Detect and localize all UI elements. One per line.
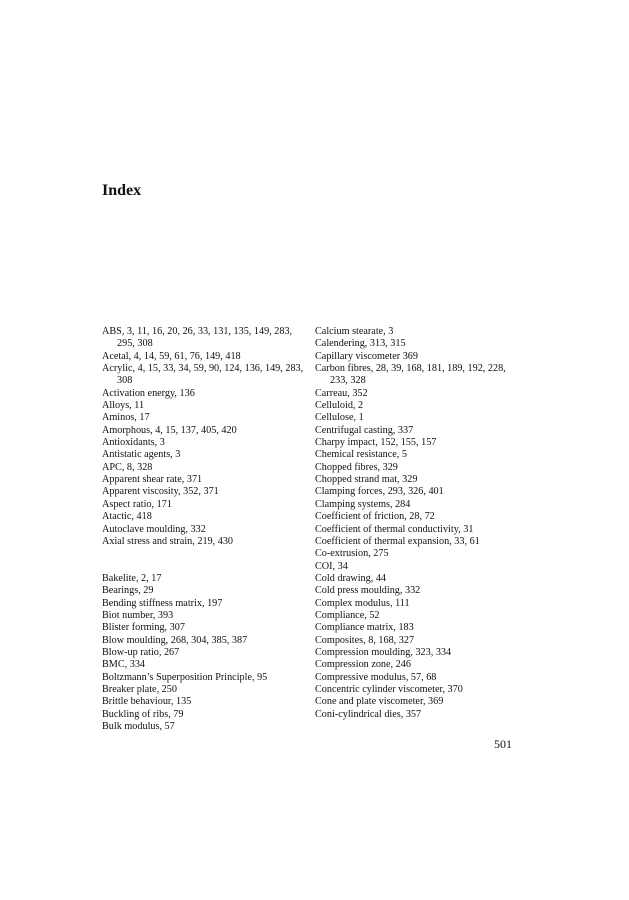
index-entry: Coefficient of thermal expansion, 33, 61 — [315, 535, 480, 547]
index-entry: Carreau, 352 — [315, 387, 368, 399]
page-title: Index — [102, 182, 142, 199]
index-entry: Brittle behaviour, 135 — [102, 696, 192, 708]
index-entry: Coefficient of thermal conductivity, 31 — [315, 523, 474, 535]
page-number: 501 — [494, 737, 512, 751]
index-group-a — [102, 326, 307, 548]
index-entry: Bearings, 29 — [102, 585, 154, 597]
index-entry: Blister forming, 307 — [102, 622, 185, 634]
index-entry: Complex modulus, 111 — [315, 597, 410, 609]
index-column-left — [102, 326, 307, 733]
index-entry: Antistatic agents, 3 — [102, 449, 181, 461]
index-entry: ABS, 3, 11, 16, 20, 26, 33, 131, 135, 149, 283, 295, 308 — [102, 326, 293, 350]
index-entry: Compliance matrix, 183 — [315, 622, 414, 634]
index-entry: Activation energy, 136 — [102, 387, 195, 399]
index-entry: Chopped fibres, 329 — [315, 461, 398, 473]
index-entry: APC, 8, 328 — [102, 461, 153, 473]
index-entry: Buckling of ribs, 79 — [102, 708, 184, 720]
index-entry: Antioxidants, 3 — [102, 437, 165, 449]
index-entry: Cone and plate viscometer, 369 — [315, 696, 444, 708]
index-entry: Carbon fibres, 28, 39, 168, 181, 189, 192, 228, 233, 328 — [315, 363, 506, 387]
index-entry: Compression moulding, 323, 334 — [315, 646, 452, 658]
index-entry: Calendering, 313, 315 — [315, 338, 406, 350]
index-entry: Autoclave moulding, 332 — [102, 523, 206, 535]
index-entry: Boltzmann’s Superposition Principle, 95 — [102, 671, 268, 683]
index-entry: Blow moulding, 268, 304, 385, 387 — [102, 634, 248, 646]
index-entry: Apparent viscosity, 352, 371 — [102, 486, 219, 498]
index-entry: Cold press moulding, 332 — [315, 585, 421, 597]
index-entry: Clamping forces, 293, 326, 401 — [315, 486, 444, 498]
index-entry: Aminos, 17 — [102, 412, 150, 424]
index-entry: Coni-cylindrical dies, 357 — [315, 708, 422, 720]
index-entry: Compressive modulus, 57, 68 — [315, 671, 437, 683]
group-spacer — [102, 548, 307, 573]
index-entry: Bending stiffness matrix, 197 — [102, 597, 223, 609]
index-entry: Aspect ratio, 171 — [102, 498, 172, 510]
index-entry: Coefficient of friction, 28, 72 — [315, 511, 435, 523]
index-entry: Acrylic, 4, 15, 33, 34, 59, 90, 124, 136, 149, 283, 308 — [102, 363, 304, 387]
index-entry: Capillary viscometer 369 — [315, 350, 418, 362]
index-entry: Celluloid, 2 — [315, 400, 364, 412]
index-entry: Breaker plate, 250 — [102, 683, 177, 695]
index-entry: BMC, 334 — [102, 659, 146, 671]
index-entry: COI, 34 — [315, 560, 348, 572]
index-entry: Chopped strand mat, 329 — [315, 474, 418, 486]
index-entry: Centrifugal casting, 337 — [315, 424, 414, 436]
index-entry: Amorphous, 4, 15, 137, 405, 420 — [102, 424, 237, 436]
index-entry: Chemical resistance, 5 — [315, 449, 407, 461]
index-entry: Compression zone, 246 — [315, 659, 411, 671]
index-entry: Atactic, 418 — [102, 511, 152, 523]
index-entry: Axial stress and strain, 219, 430 — [102, 535, 234, 547]
index-entry: Co-extrusion, 275 — [315, 548, 389, 560]
index-entry: Compliance, 52 — [315, 609, 380, 621]
index-group-b — [102, 573, 307, 733]
index-entry: Biot number, 393 — [102, 609, 174, 621]
index-entry: Cellulose, 1 — [315, 412, 364, 424]
index-entry: Bulk modulus, 57 — [102, 721, 175, 732]
index-entry: Cold drawing, 44 — [315, 572, 387, 584]
index-entry: Acetal, 4, 14, 59, 61, 76, 149, 418 — [102, 350, 241, 362]
index-column-right — [315, 326, 525, 721]
index-entry: Alloys, 11 — [102, 400, 145, 412]
index-entry: Calcium stearate, 3 — [315, 326, 394, 337]
index-entry: Charpy impact, 152, 155, 157 — [315, 437, 437, 449]
index-entry: Clamping systems, 284 — [315, 498, 411, 510]
index-entry: Bakelite, 2, 17 — [102, 572, 162, 584]
index-entry: Apparent shear rate, 371 — [102, 474, 203, 486]
index-entry: Blow-up ratio, 267 — [102, 646, 180, 658]
index-entry: Composites, 8, 168, 327 — [315, 634, 415, 646]
index-entry: Concentric cylinder viscometer, 370 — [315, 683, 463, 695]
